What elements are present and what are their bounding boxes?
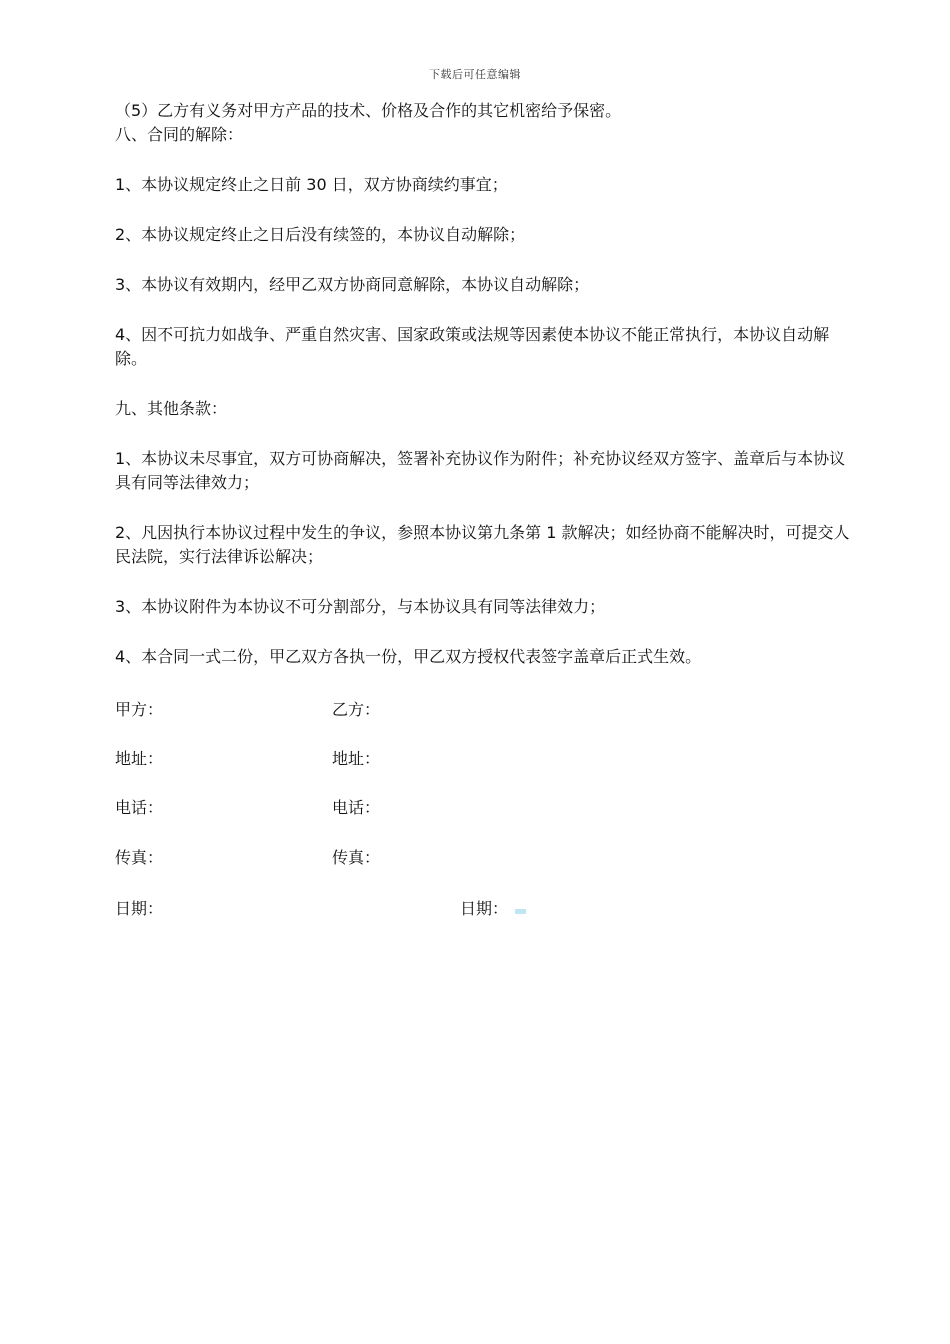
section-8-item-3: 3、本协议有效期内，经甲乙双方协商同意解除，本协议自动解除； bbox=[115, 275, 590, 294]
section-8-title: 八、合同的解除： bbox=[115, 125, 244, 144]
phone-a-label: 电话： bbox=[115, 798, 164, 817]
section-8-item-4: 4、因不可抗力如战争、严重自然灾害、国家政策或法规等因素使本协议不能正常执行，本协议自动解除。 bbox=[115, 325, 830, 368]
fax-a-label: 传真： bbox=[115, 848, 164, 867]
section-9-title: 九、其他条款： bbox=[115, 399, 228, 418]
contract-body bbox=[115, 99, 850, 669]
section-8-item-2: 2、本协议规定终止之日后没有续签的，本协议自动解除； bbox=[115, 225, 526, 244]
address-a-label: 地址： bbox=[115, 749, 164, 768]
date-b-label: 日期： bbox=[460, 899, 509, 918]
section-9-item-2: 2、凡因执行本协议过程中发生的争议，参照本协议第九条第 1 款解决；如经协商不能解决时，可提交人民法院，实行法律诉讼解决； bbox=[115, 523, 850, 566]
section-9-item-3: 3、本协议附件为本协议不可分割部分，与本协议具有同等法律效力； bbox=[115, 597, 606, 616]
section-8-item-1: 1、本协议规定终止之日前 30 日，双方协商续约事宜； bbox=[115, 175, 508, 194]
clause-5: （5）乙方有义务对甲方产品的技术、价格及合作的其它机密给予保密。 bbox=[115, 101, 622, 120]
page-header-note: 下载后可任意编辑 bbox=[429, 68, 521, 81]
party-b-label: 乙方： bbox=[332, 700, 381, 719]
phone-b-label: 电话： bbox=[332, 798, 381, 817]
section-9-item-4: 4、本合同一式二份，甲乙双方各执一份，甲乙双方授权代表签字盖章后正式生效。 bbox=[115, 647, 702, 666]
fax-b-label: 传真： bbox=[332, 848, 381, 867]
section-9-item-1: 1、本协议未尽事宜，双方可协商解决，签署补充协议作为附件；补充协议经双方签字、盖章后与本协议具有同等法律效力； bbox=[115, 449, 846, 492]
highlight-mark bbox=[515, 909, 526, 914]
address-b-label: 地址： bbox=[332, 749, 381, 768]
date-a-label: 日期： bbox=[115, 899, 164, 918]
party-a-label: 甲方： bbox=[115, 700, 164, 719]
